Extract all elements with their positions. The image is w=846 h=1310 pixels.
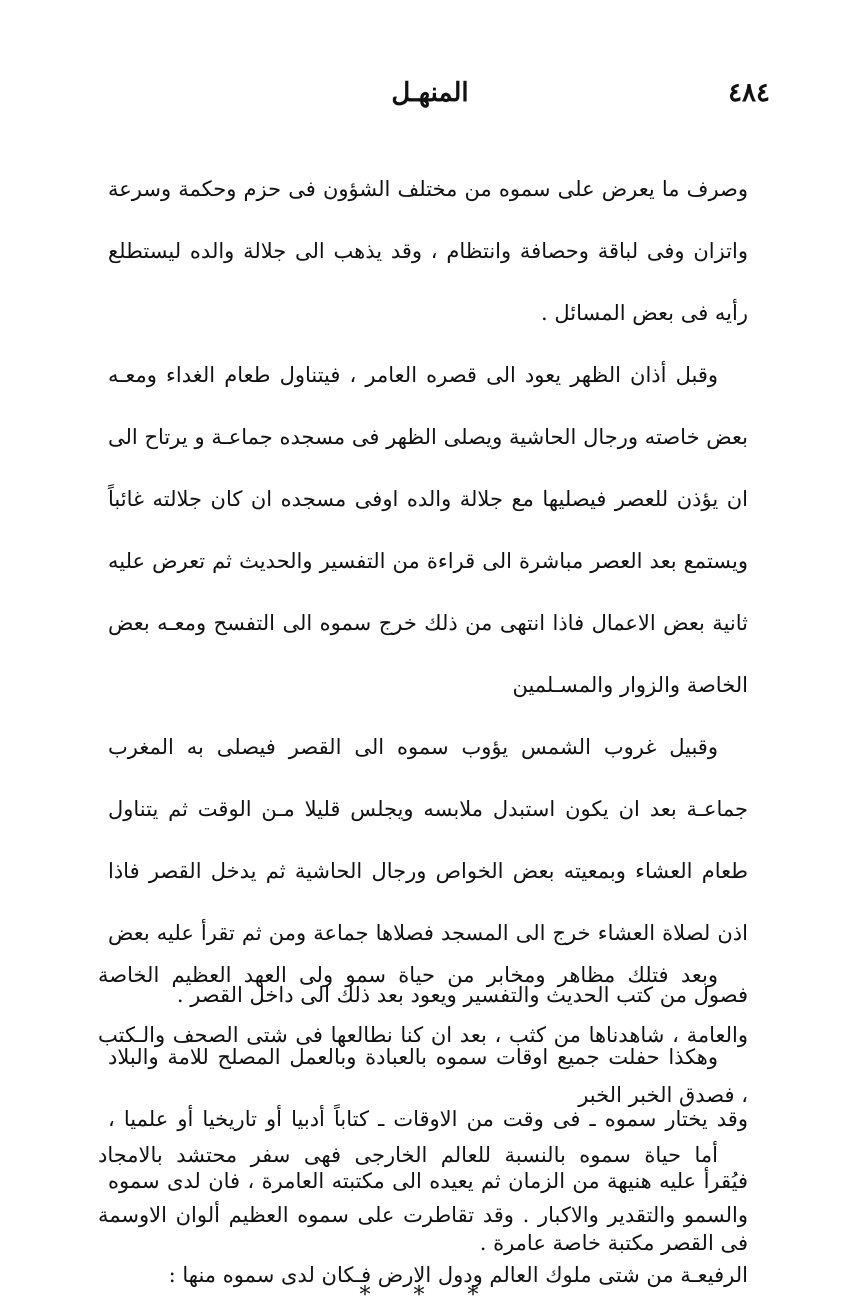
page-header: [150, 78, 770, 118]
paragraph: وقبيل غروب الشمس يؤوب سموه الى القصر فيصلى به المغرب جماعـة بعد ان يكون استبدل ملابسه ويجلس قليلا مـن الوقت ثم يتناول طعام العشاء وبمعيته بعض الخواص ورجال الحاشية ثم يدخل القصر فاذا اذن لصلاة العشاء خرج الى المسجد فصلاها جماعة ومن ثم تقرأ عليه بعض فصول من كتب الحديث والتفسير ويعود بعد ذلك الى داخل القصر .: [108, 735, 748, 1007]
paragraph: وهكذا حفلت جميع اوقات سموه بالعبادة وبالعمل المصلح للامة والبلاد وقد يختار سموه ـ فى وقت من الاوقات ـ كتاباً أدبيا أو تاريخيا أو علميا ، فيُقرأ عليه هنيهة من الزمان ثم يعيده الى مكتبته العامرة ، فان لدى سموه فى القصر مكتبة خاصة عامرة .: [108, 1045, 748, 1255]
paragraph: أما حياة سموه بالنسبة للعالم الخارجى فهى سفر محتشد بالامجاد والسمو والتقدير والاكبار . وقد تقاطرت على سموه العظيم ألوان الاوسمة الرفيعـة من شتى ملوك العالم ودول الارض فـكان لدى سموه منها :: [98, 1143, 748, 1287]
page-number: ٤٨٤: [728, 78, 770, 108]
body-text-bottom: [98, 945, 748, 1305]
running-title: المنهـل: [391, 78, 469, 108]
paragraph: وقبل أذان الظهر يعود الى قصره العامر ، فيتناول طعام الغداء ومعـه بعض خاصته ورجال الحاشية ويصلى الظهر فى مسجده جماعـة و يرتاح الى ان يؤذن للعصر فيصليها مع جلالة والده اوفى مسجده ان كان جلالته غائباً ويستمع بعد العصر مباشرة الى قراءة من التفسير والحديث ثم تعرض عليه ثانية بعض الاعمال فاذا انتهى من ذلك خرج سموه الى التفسح ومعـه بعض الخاصة والزوار والمسـلمين: [108, 363, 748, 697]
section-separator: * * *: [359, 1283, 497, 1308]
paragraph: وصرف ما يعرض على سموه من مختلف الشؤون فى حزم وحكمة وسرعة واتزان وفى لباقة وحصافة وانتظام ، وقد يذهب الى جلالة والده ليستطلع رأيه فى بعض المسائل .: [108, 177, 748, 325]
paragraph: وبعد فتلك مظاهر ومخابر من حياة سمو ولى العهد العظيم الخاصة والعامة ، شاهدناها من كثب ، بعد ان كنا نطالعها فى شتى الصحف والـكتب ، فصدق الخبر الخبر: [98, 963, 748, 1107]
